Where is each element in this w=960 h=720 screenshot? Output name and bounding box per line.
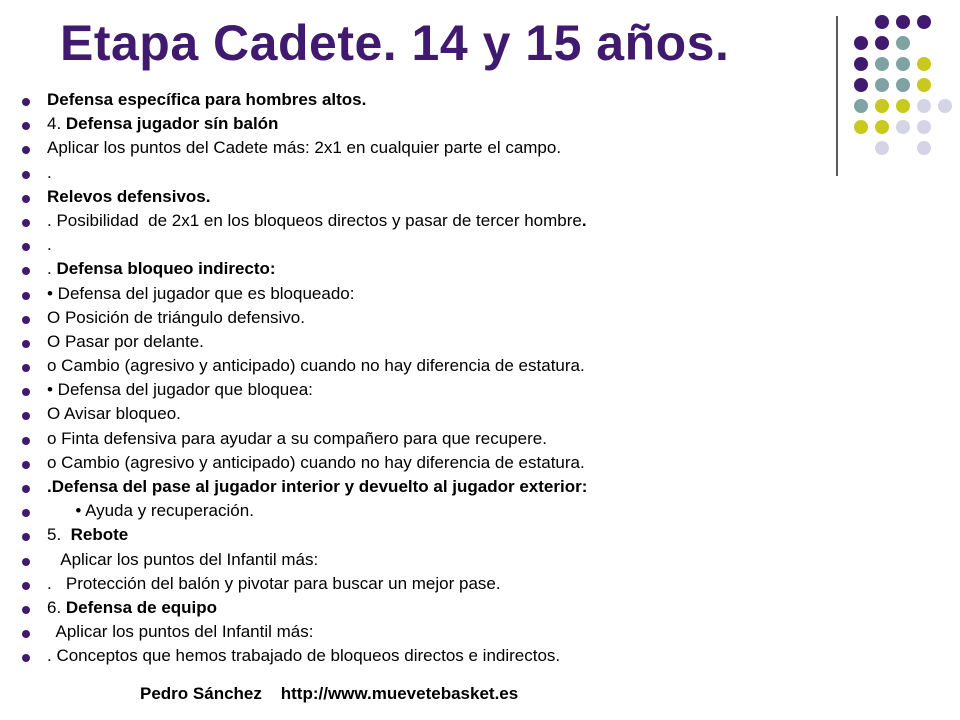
bullet-item: [22, 451, 587, 475]
bullet-text: 4.: [47, 114, 66, 134]
bullet-item: [22, 306, 587, 330]
bullet-text: • Defensa del jugador que es bloqueado:: [47, 283, 355, 303]
decorative-dot: [875, 78, 889, 92]
decorative-dot: [917, 141, 931, 155]
bullet-text: . Protección del balón y pivotar para buscar un mejor pase.: [47, 573, 501, 593]
decorative-dot: [896, 99, 910, 113]
bullet-text: .: [581, 210, 587, 230]
bullet-item: [22, 282, 587, 306]
decorative-dot: [896, 120, 910, 134]
bullet-text: .Defensa del pase al jugador interior y devuelto al jugador exterior:: [47, 477, 588, 496]
decorative-dot: [854, 57, 868, 71]
bullet-item: [22, 475, 587, 499]
bullet-text: . Conceptos que hemos trabajado de bloqueos directos e indirectos.: [47, 646, 561, 666]
bullet-list: [22, 88, 587, 669]
bullet-text: . Posibilidad de 2x1 en los bloqueos directos y pasar de tercer hombre: [47, 210, 582, 230]
bullet-text: Rebote: [70, 525, 129, 545]
bullet-text: .: [47, 259, 57, 279]
divider-line: [836, 16, 838, 176]
bullet-text: o Finta defensiva para ayudar a su compañero para que recupere.: [47, 428, 547, 448]
bullet-item: [22, 499, 587, 523]
decorative-dot: [875, 99, 889, 113]
decorative-dot: [896, 15, 910, 29]
bullet-item: [22, 233, 587, 257]
decorative-dot: [875, 15, 889, 29]
bullet-text: Relevos defensivos.: [47, 186, 211, 206]
bullet-text: o Cambio (agresivo y anticipado) cuando no hay diferencia de estatura.: [47, 452, 585, 472]
bullet-text: .: [47, 162, 52, 182]
bullet-text: O Posición de triángulo defensivo.: [47, 307, 305, 327]
bullet-item: [22, 572, 587, 596]
decorative-dot: [917, 99, 931, 113]
bullet-item: [22, 548, 587, 572]
bullet-text: Defensa específica para hombres altos.: [47, 90, 367, 109]
decorative-dot: [875, 57, 889, 71]
bullet-text: • Defensa del jugador que bloquea:: [47, 380, 313, 400]
bullet-text: Aplicar los puntos del Infantil más:: [47, 549, 319, 569]
bullet-item: [22, 88, 587, 112]
decorative-dot: [854, 78, 868, 92]
decorative-dot: [854, 120, 868, 134]
bullet-item: [22, 185, 587, 209]
decorative-dot: [875, 141, 889, 155]
bullet-text: o Cambio (agresivo y anticipado) cuando no hay diferencia de estatura.: [47, 356, 585, 376]
bullet-text: Defensa jugador sín balón: [65, 114, 279, 134]
bullet-item: [22, 354, 587, 378]
bullet-text: Aplicar los puntos del Infantil más:: [47, 622, 314, 642]
bullet-item: [22, 378, 587, 402]
bullet-item: [22, 112, 587, 136]
bullet-text: Defensa de equipo: [65, 597, 218, 617]
decorative-dot: [896, 78, 910, 92]
bullet-item: [22, 427, 587, 451]
decorative-dot: [875, 120, 889, 134]
bullet-item: [22, 596, 587, 620]
decorative-dot: [938, 99, 952, 113]
bullet-item: [22, 644, 587, 668]
bullet-item: [22, 620, 587, 644]
bullet-text: • Ayuda y recuperación.: [47, 501, 254, 521]
decorative-dot: [917, 15, 931, 29]
bullet-text: .: [47, 235, 52, 255]
slide-title: Etapa Cadete. 14 y 15 años.: [60, 15, 730, 71]
decorative-dot: [917, 120, 931, 134]
decorative-dot: [875, 36, 889, 50]
bullet-item: [22, 209, 587, 233]
bullet-item: [22, 136, 587, 160]
bullet-item: [22, 257, 587, 281]
decorative-dot: [917, 57, 931, 71]
bullet-item: [22, 330, 587, 354]
decorative-dot: [896, 36, 910, 50]
bullet-text: 6.: [47, 597, 66, 617]
decorative-dot: [917, 78, 931, 92]
bullet-item: [22, 402, 587, 426]
decorative-dot: [854, 99, 868, 113]
bullet-text: O Avisar bloqueo.: [47, 404, 181, 424]
bullet-text: O Pasar por delante.: [47, 331, 204, 351]
bullet-text: Defensa bloqueo indirecto:: [56, 259, 276, 279]
bullet-text: 5.: [47, 525, 71, 545]
decorative-dot: [854, 36, 868, 50]
bullet-item: [22, 523, 587, 547]
footer-credit: Pedro Sánchez http://www.muevetebasket.es: [140, 684, 519, 703]
bullet-item: [22, 161, 587, 185]
decorative-dot: [896, 57, 910, 71]
bullet-text: Aplicar los puntos del Cadete más: 2x1 en cualquier parte el campo.: [47, 138, 562, 158]
